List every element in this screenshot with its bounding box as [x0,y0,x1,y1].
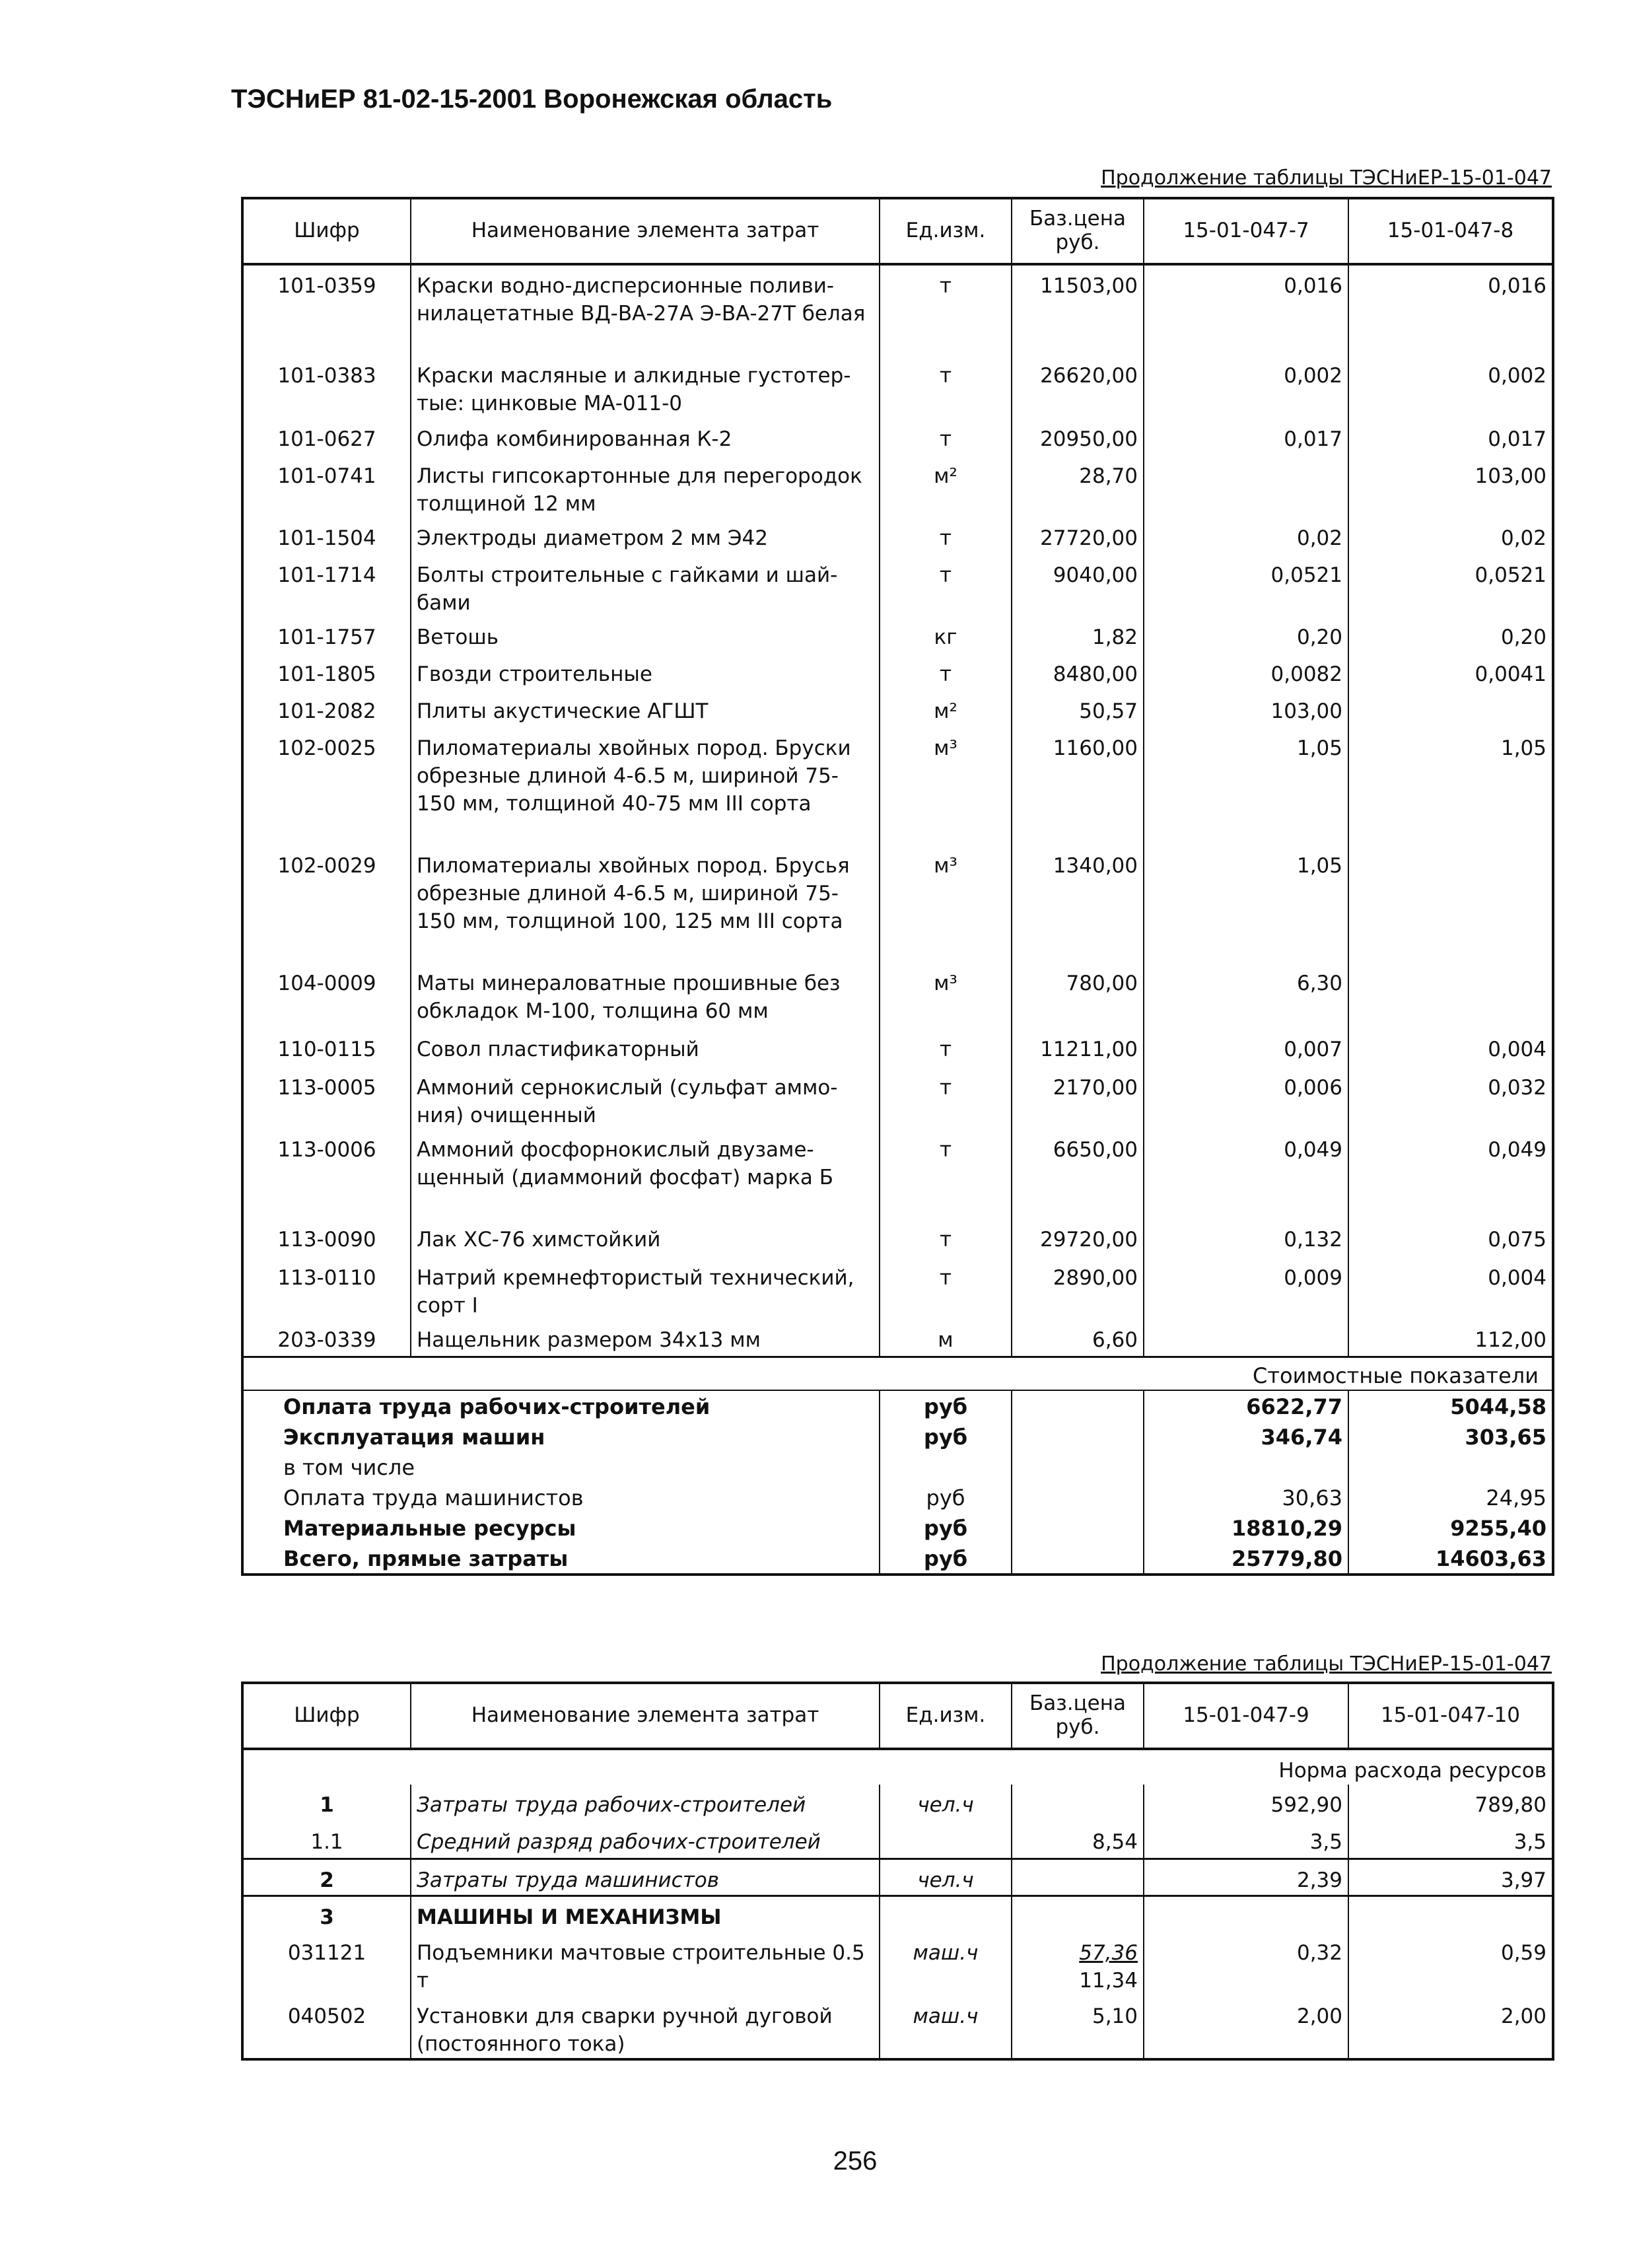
table-row [242,728,1553,845]
col-norm-8: 15-01-047-8 [1348,198,1553,264]
row-code: 203-0339 [242,1320,411,1357]
row-price: 28,70 [1012,456,1144,518]
table-row [242,654,1553,691]
table-row [242,1029,1553,1067]
row-unit: маш.ч [880,1996,1012,2059]
row-name: Листы гипсокартонные для перегородок толщиной 12 мм [411,456,880,518]
row-value-10: 789,80 [1348,1785,1553,1822]
summary-unit [880,1452,1012,1482]
row-price [1012,1896,1144,1932]
row-code: 104-0009 [242,963,411,1029]
row-unit: т [880,1219,1012,1258]
col-unit: Ед.изм. [880,1683,1012,1749]
row-value-8: 0,032 [1348,1067,1553,1129]
row-code: 3 [242,1896,411,1932]
row-price: 27720,00 [1012,518,1144,555]
row-price [1012,1822,1144,1859]
summary-unit: руб [880,1390,1012,1421]
summary-label: Материальные ресурсы [242,1512,880,1543]
row-value-7: 0,009 [1144,1258,1348,1320]
row-name: Нащельник размером 34x13 мм [411,1320,880,1357]
row-value-9: 592,90 [1144,1785,1348,1822]
row-unit: кг [880,617,1012,654]
table-row [242,617,1553,654]
row-price [1012,1996,1144,2059]
row-unit: т [880,1067,1012,1129]
row-value-10: 3,5 [1348,1822,1553,1859]
row-name: Пиломатериалы хвойных пород. Бруски обрезные длиной 4-6.5 м, шириной 75-150 мм, толщиной 40-75 мм III сорта [411,728,880,845]
row-value-9: 0,32 [1144,1932,1348,1996]
row-unit: м³ [880,728,1012,845]
row-value-8 [1348,845,1553,963]
summary-label: Оплата труда рабочих-строителей [242,1390,880,1421]
row-unit: м³ [880,845,1012,963]
row-name: Болты строительные с гайками и шай-бами [411,555,880,617]
row-price-value: 5,10 [1092,2004,1138,2028]
row-value-7: 0,132 [1144,1219,1348,1258]
summary-value-8: 9255,40 [1348,1512,1553,1543]
table-row [242,355,1553,419]
row-price: 6,60 [1012,1320,1144,1357]
table-row [242,1785,1553,1822]
row-name: Гвозди строительные [411,654,880,691]
row-value-7: 0,002 [1144,355,1348,419]
row-value-7: 0,02 [1144,518,1348,555]
table-row [242,1219,1553,1258]
table2-caption: Продолжение таблицы ТЭСНиЕР-15-01-047 [1101,1652,1552,1676]
table-row [242,1320,1553,1357]
row-name: Лак ХС-76 химстойкий [411,1219,880,1258]
row-unit: т [880,264,1012,355]
row-price: 780,00 [1012,963,1144,1029]
row-value-10 [1348,1896,1553,1932]
row-name: Аммоний сернокислый (сульфат аммо-ния) очищенный [411,1067,880,1129]
summary-price [1012,1543,1144,1575]
row-code: 101-0359 [242,264,411,355]
summary-row [242,1482,1553,1512]
summary-value-8: 24,95 [1348,1482,1553,1512]
section-label: Стоимостные показатели [242,1357,1553,1390]
table-row [242,555,1553,617]
row-code: 113-0005 [242,1067,411,1129]
row-value-7: 0,0521 [1144,555,1348,617]
section-row [242,1357,1553,1390]
table1-header-row [242,198,1553,264]
row-unit [880,1896,1012,1932]
summary-unit: руб [880,1421,1012,1452]
summary-label: в том числе [242,1452,880,1482]
row-name: Затраты труда рабочих-строителей [411,1785,880,1822]
row-value-10: 2,00 [1348,1996,1553,2059]
row-price: 6650,00 [1012,1129,1144,1219]
row-name: Электроды диаметром 2 мм Э42 [411,518,880,555]
col-unit: Ед.изм. [880,198,1012,264]
summary-price [1012,1512,1144,1543]
row-unit: т [880,1258,1012,1320]
summary-value-8 [1348,1452,1553,1482]
section-label: Норма расхода ресурсов [242,1749,1553,1785]
row-value-7: 0,006 [1144,1067,1348,1129]
row-value-8 [1348,691,1553,728]
summary-price [1012,1482,1144,1512]
row-price: 9040,00 [1012,555,1144,617]
row-price: 1340,00 [1012,845,1144,963]
row-code: 102-0029 [242,845,411,963]
row-price-value: 8,54 [1092,1830,1138,1854]
row-price-secondary: 11,34 [1079,1969,1138,1993]
summary-label: Всего, прямые затраты [242,1543,880,1575]
col-code: Шифр [242,198,411,264]
row-unit: чел.ч [880,1785,1012,1822]
row-code: 101-0741 [242,456,411,518]
row-code: 1.1 [242,1822,411,1859]
row-name: Совол пластификаторный [411,1029,880,1067]
row-unit: м² [880,456,1012,518]
row-name: Краски водно-дисперсионные поливи-нилацетатные ВД-ВА-27А Э-ВА-27Т белая [411,264,880,355]
row-code: 110-0115 [242,1029,411,1067]
row-price [1012,1859,1144,1896]
row-value-10: 0,59 [1348,1932,1553,1996]
summary-value-7: 346,74 [1144,1421,1348,1452]
row-price [1012,1932,1144,1996]
row-value-8: 0,20 [1348,617,1553,654]
row-price: 8480,00 [1012,654,1144,691]
resource-table-1 [241,197,1554,1576]
row-name: Маты минераловатные прошивные без обкладок М-100, толщина 60 мм [411,963,880,1029]
row-value-9 [1144,1896,1348,1932]
row-value-7: 6,30 [1144,963,1348,1029]
summary-price [1012,1390,1144,1421]
section-row [242,1749,1553,1785]
table-row [242,1067,1553,1129]
row-price: 2890,00 [1012,1258,1144,1320]
table-row [242,1896,1553,1932]
row-value-8: 0,075 [1348,1219,1553,1258]
summary-value-8: 14603,63 [1348,1543,1553,1575]
table-row [242,691,1553,728]
table-row [242,1129,1553,1219]
row-value-7: 103,00 [1144,691,1348,728]
row-unit: т [880,355,1012,419]
row-code: 101-1504 [242,518,411,555]
summary-price [1012,1452,1144,1482]
row-code: 1 [242,1785,411,1822]
row-value-8: 0,004 [1348,1029,1553,1067]
row-value-7: 0,20 [1144,617,1348,654]
row-value-7: 0,0082 [1144,654,1348,691]
row-code: 101-0627 [242,419,411,456]
row-value-8: 1,05 [1348,728,1553,845]
table-row [242,264,1553,355]
row-code: 101-0383 [242,355,411,419]
col-norm-7: 15-01-047-7 [1144,198,1348,264]
row-value-9: 2,39 [1144,1859,1348,1896]
col-norm-9: 15-01-047-9 [1144,1683,1348,1749]
row-price: 11503,00 [1012,264,1144,355]
row-code: 101-1805 [242,654,411,691]
table-row [242,419,1553,456]
table-row [242,1996,1553,2059]
row-value-7 [1144,1320,1348,1357]
summary-body [242,1390,1553,1575]
summary-price [1012,1421,1144,1452]
row-value-8: 0,004 [1348,1258,1553,1320]
row-unit: м³ [880,963,1012,1029]
row-name: Пиломатериалы хвойных пород. Брусья обрезные длиной 4-6.5 м, шириной 75-150 мм, толщиной 100, 125 мм III сорта [411,845,880,963]
row-price: 11211,00 [1012,1029,1144,1067]
row-value-7: 0,049 [1144,1129,1348,1219]
summary-unit: руб [880,1512,1012,1543]
row-value-7: 1,05 [1144,728,1348,845]
row-code: 113-0006 [242,1129,411,1219]
summary-row [242,1390,1553,1421]
summary-label: Эксплуатация машин [242,1421,880,1452]
row-price: 50,57 [1012,691,1144,728]
page-number: 256 [833,2146,878,2176]
row-value-8: 0,0041 [1348,654,1553,691]
table1-caption: Продолжение таблицы ТЭСНиЕР-15-01-047 [1101,166,1552,190]
row-unit [880,1822,1012,1859]
table-row [242,963,1553,1029]
summary-value-7: 25779,80 [1144,1543,1348,1575]
summary-unit: руб [880,1482,1012,1512]
row-name: Краски масляные и алкидные густотер-тые: цинковые МА-011-0 [411,355,880,419]
row-name: МАШИНЫ И МЕХАНИЗМЫ [411,1896,880,1932]
table-row [242,845,1553,963]
row-value-7: 1,05 [1144,845,1348,963]
summary-value-7 [1144,1452,1348,1482]
row-code: 113-0090 [242,1219,411,1258]
table-row [242,1859,1553,1896]
summary-row [242,1543,1553,1575]
col-base-price: Баз.цена руб. [1012,198,1144,264]
row-value-7 [1144,456,1348,518]
row-code: 101-1757 [242,617,411,654]
row-unit: т [880,419,1012,456]
table2-header-row [242,1683,1553,1749]
row-code: 2 [242,1859,411,1896]
summary-value-7: 6622,77 [1144,1390,1348,1421]
row-name: Средний разряд рабочих-строителей [411,1822,880,1859]
row-value-8: 0,017 [1348,419,1553,456]
row-name: Затраты труда машинистов [411,1859,880,1896]
row-code: 031121 [242,1932,411,1996]
row-value-7: 0,016 [1144,264,1348,355]
row-value-9: 3,5 [1144,1822,1348,1859]
row-name: Аммоний фосфорнокислый двузаме-щенный (диаммоний фосфат) марка Б [411,1129,880,1219]
row-price [1012,1785,1144,1822]
table-row [242,518,1553,555]
row-value-7: 0,017 [1144,419,1348,456]
row-value-9: 2,00 [1144,1996,1348,2059]
row-unit: т [880,1129,1012,1219]
resource-table-2 [241,1682,1554,2061]
table-row [242,1258,1553,1320]
row-code: 101-2082 [242,691,411,728]
summary-value-8: 303,65 [1348,1421,1553,1452]
col-norm-10: 15-01-047-10 [1348,1683,1553,1749]
row-unit: м² [880,691,1012,728]
summary-value-7: 30,63 [1144,1482,1348,1512]
row-name: Установки для сварки ручной дуговой (постоянного тока) [411,1996,880,2059]
row-value-8: 0,02 [1348,518,1553,555]
row-unit: т [880,555,1012,617]
row-name: Олифа комбинированная К-2 [411,419,880,456]
row-unit: маш.ч [880,1932,1012,1996]
col-base-price: Баз.цена руб. [1012,1683,1144,1749]
table2-body [242,1785,1553,2059]
table1-body [242,264,1553,1357]
col-name: Наименование элемента затрат [411,1683,880,1749]
row-value-8: 0,002 [1348,355,1553,419]
row-value-8 [1348,963,1553,1029]
row-unit: чел.ч [880,1859,1012,1896]
row-price: 26620,00 [1012,355,1144,419]
row-price-value: 57,36 [1079,1941,1138,1965]
row-unit: т [880,1029,1012,1067]
row-unit: т [880,654,1012,691]
row-price: 29720,00 [1012,1219,1144,1258]
row-value-8: 112,00 [1348,1320,1553,1357]
row-value-10: 3,97 [1348,1859,1553,1896]
row-name: Подъемники мачтовые строительные 0.5 т [411,1932,880,1996]
row-unit: т [880,518,1012,555]
summary-row [242,1452,1553,1482]
row-unit: м [880,1320,1012,1357]
summary-value-7: 18810,29 [1144,1512,1348,1543]
summary-row [242,1512,1553,1543]
row-value-7: 0,007 [1144,1029,1348,1067]
row-price: 2170,00 [1012,1067,1144,1129]
row-code: 102-0025 [242,728,411,845]
row-code: 113-0110 [242,1258,411,1320]
summary-value-8: 5044,58 [1348,1390,1553,1421]
row-value-8: 0,016 [1348,264,1553,355]
row-price: 1,82 [1012,617,1144,654]
summary-label: Оплата труда машинистов [242,1482,880,1512]
col-name: Наименование элемента затрат [411,198,880,264]
row-price: 20950,00 [1012,419,1144,456]
col-code: Шифр [242,1683,411,1749]
row-code: 101-1714 [242,555,411,617]
table-row [242,456,1553,518]
table-row [242,1822,1553,1859]
row-value-8: 0,0521 [1348,555,1553,617]
row-value-8: 103,00 [1348,456,1553,518]
row-code: 040502 [242,1996,411,2059]
row-name: Натрий кремнефтористый технический, сорт I [411,1258,880,1320]
table-row [242,1932,1553,1996]
row-name: Плиты акустические АГШТ [411,691,880,728]
row-name: Ветошь [411,617,880,654]
page-title: ТЭСНиЕР 81-02-15-2001 Воронежская область [231,85,833,114]
summary-unit: руб [880,1543,1012,1575]
row-value-8: 0,049 [1348,1129,1553,1219]
summary-row [242,1421,1553,1452]
row-price: 1160,00 [1012,728,1144,845]
